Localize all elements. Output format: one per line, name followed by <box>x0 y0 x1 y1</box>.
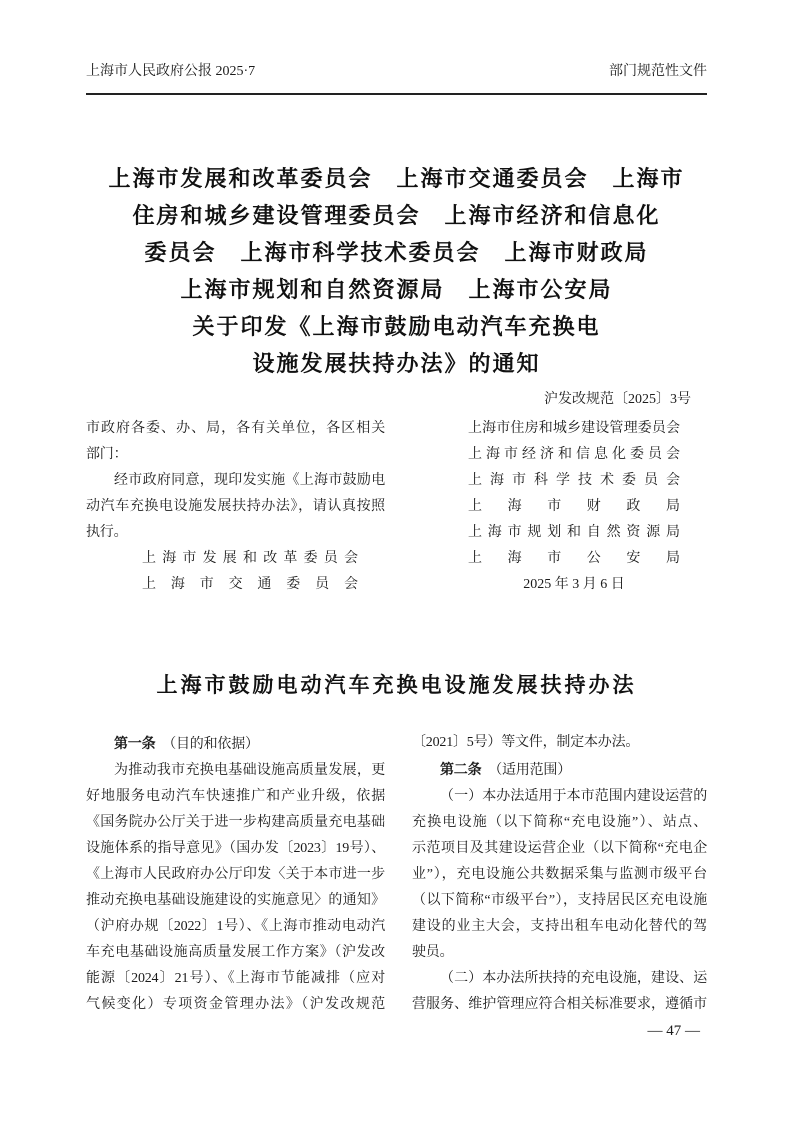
gazette-title: 上海市人民政府公报 2025·7 <box>86 64 256 79</box>
regulation-title: 上海市鼓励电动汽车充换电设施发展扶持办法 <box>156 674 637 697</box>
text-line: 好地服务电动汽车快速推广和产业升级，依据 <box>86 789 385 804</box>
text-line: 〔2021〕5号）等文件，制定本办法。 <box>412 735 640 750</box>
text-line: 业”），充电设施公共数据采集与监测市级平台 <box>412 867 707 882</box>
article-number: 第二条 <box>440 761 482 777</box>
text-line: 部门： <box>86 447 128 462</box>
text-line: 设施体系的指导意见》（国办发〔2023〕19号）、 <box>86 841 385 856</box>
signature-line: 上海市交通委员会 <box>142 577 358 592</box>
signature-line: 上海市规划和自然资源局 <box>468 525 680 540</box>
page-header <box>86 62 707 95</box>
notice-right-column <box>412 416 707 598</box>
text-line: 气候变化）专项资金管理办法》（沪发改规范 <box>86 997 385 1012</box>
text-line: 市政府各委、办、局，各有关单位，各区相关 <box>86 421 385 436</box>
notice-body <box>86 416 385 546</box>
text-line: （以下简称“市级平台”），支持居民区充电设施 <box>412 893 707 908</box>
regulation-body <box>86 730 707 1018</box>
text-line: （一）本办法适用于本市范围内建设运营的 <box>440 789 707 804</box>
text-line: 示范项目及其建设运营企业（以下简称“充电企 <box>412 841 707 856</box>
regulation-left-column <box>86 730 385 1018</box>
signature-line: 上海市住房和城乡建设管理委员会 <box>468 421 680 436</box>
notice-section <box>86 416 707 598</box>
document-title-line: 上海市发展和改革委员会 上海市交通委员会 上海市 <box>108 166 685 191</box>
text-line: （沪府办规〔2022〕1号）、《上海市推动电动汽 <box>86 919 385 934</box>
section-category: 部门规范性文件 <box>609 64 707 79</box>
article-heading: 第二条 （适用范围） <box>440 761 572 778</box>
article-number: 第一条 <box>114 735 156 751</box>
regulation-right-column <box>412 730 707 1018</box>
issue-date: 2025 年 3 月 6 日 <box>523 577 625 592</box>
document-title-line: 设施发展扶持办法》的通知 <box>252 351 541 376</box>
text-line: 《国务院办公厅关于进一步构建高质量充电基础 <box>86 815 385 830</box>
document-title-line: 关于印发《上海市鼓励电动汽车充换电 <box>192 314 601 339</box>
notice-left-column <box>86 416 385 598</box>
text-line: 充换电设施（以下简称“充电设施”）、站点、 <box>412 815 707 830</box>
signature-line: 上海市公安局 <box>468 551 680 566</box>
document-title-line: 上海市规划和自然资源局 上海市公安局 <box>180 277 613 302</box>
text-line: 建设的业主大会，支持出租车电动化替代的驾 <box>412 919 707 934</box>
document-title <box>86 160 707 382</box>
text-line: 推动充换电基础设施建设的实施意见〉的通知》 <box>86 893 385 908</box>
issuing-agencies-right <box>468 416 680 598</box>
text-line: 动汽车充换电设施发展扶持办法》，请认真按照 <box>86 499 385 514</box>
signature-line: 上海市发展和改革委员会 <box>142 551 358 566</box>
signature-line: 上海市经济和信息化委员会 <box>468 447 680 462</box>
document-title-line: 委员会 上海市科学技术委员会 上海市财政局 <box>144 240 649 265</box>
page-number: — 47 — <box>647 1023 700 1039</box>
signature-line: 上海市科学技术委员会 <box>468 473 680 488</box>
text-line: 为推动我市充换电基础设施高质量发展，更 <box>114 763 385 778</box>
text-line: 车充电基础设施高质量发展工作方案》（沪发改 <box>86 945 385 960</box>
issuing-agencies-left <box>142 546 358 598</box>
text-line: 执行。 <box>86 525 128 540</box>
text-line: 经市政府同意，现印发实施《上海市鼓励电 <box>114 473 385 488</box>
text-line: 《上海市人民政府办公厅印发〈关于本市进一步 <box>86 867 385 882</box>
text-line: 能源〔2024〕21号）、《上海市节能减排（应对 <box>86 971 385 986</box>
document-number: 沪发改规范〔2025〕3号 <box>544 392 691 407</box>
document-title-line: 住房和城乡建设管理委员会 上海市经济和信息化 <box>132 203 661 228</box>
text-line: 营服务、维护管理应符合相关标准要求，遵循市 <box>412 997 707 1012</box>
signature-line: 上海市财政局 <box>468 499 680 514</box>
article-heading: 第一条 （目的和依据） <box>114 735 259 752</box>
text-line: 驶员。 <box>412 945 454 960</box>
text-line: （二）本办法所扶持的充电设施，建设、运 <box>440 971 707 986</box>
agency-list <box>468 416 680 572</box>
